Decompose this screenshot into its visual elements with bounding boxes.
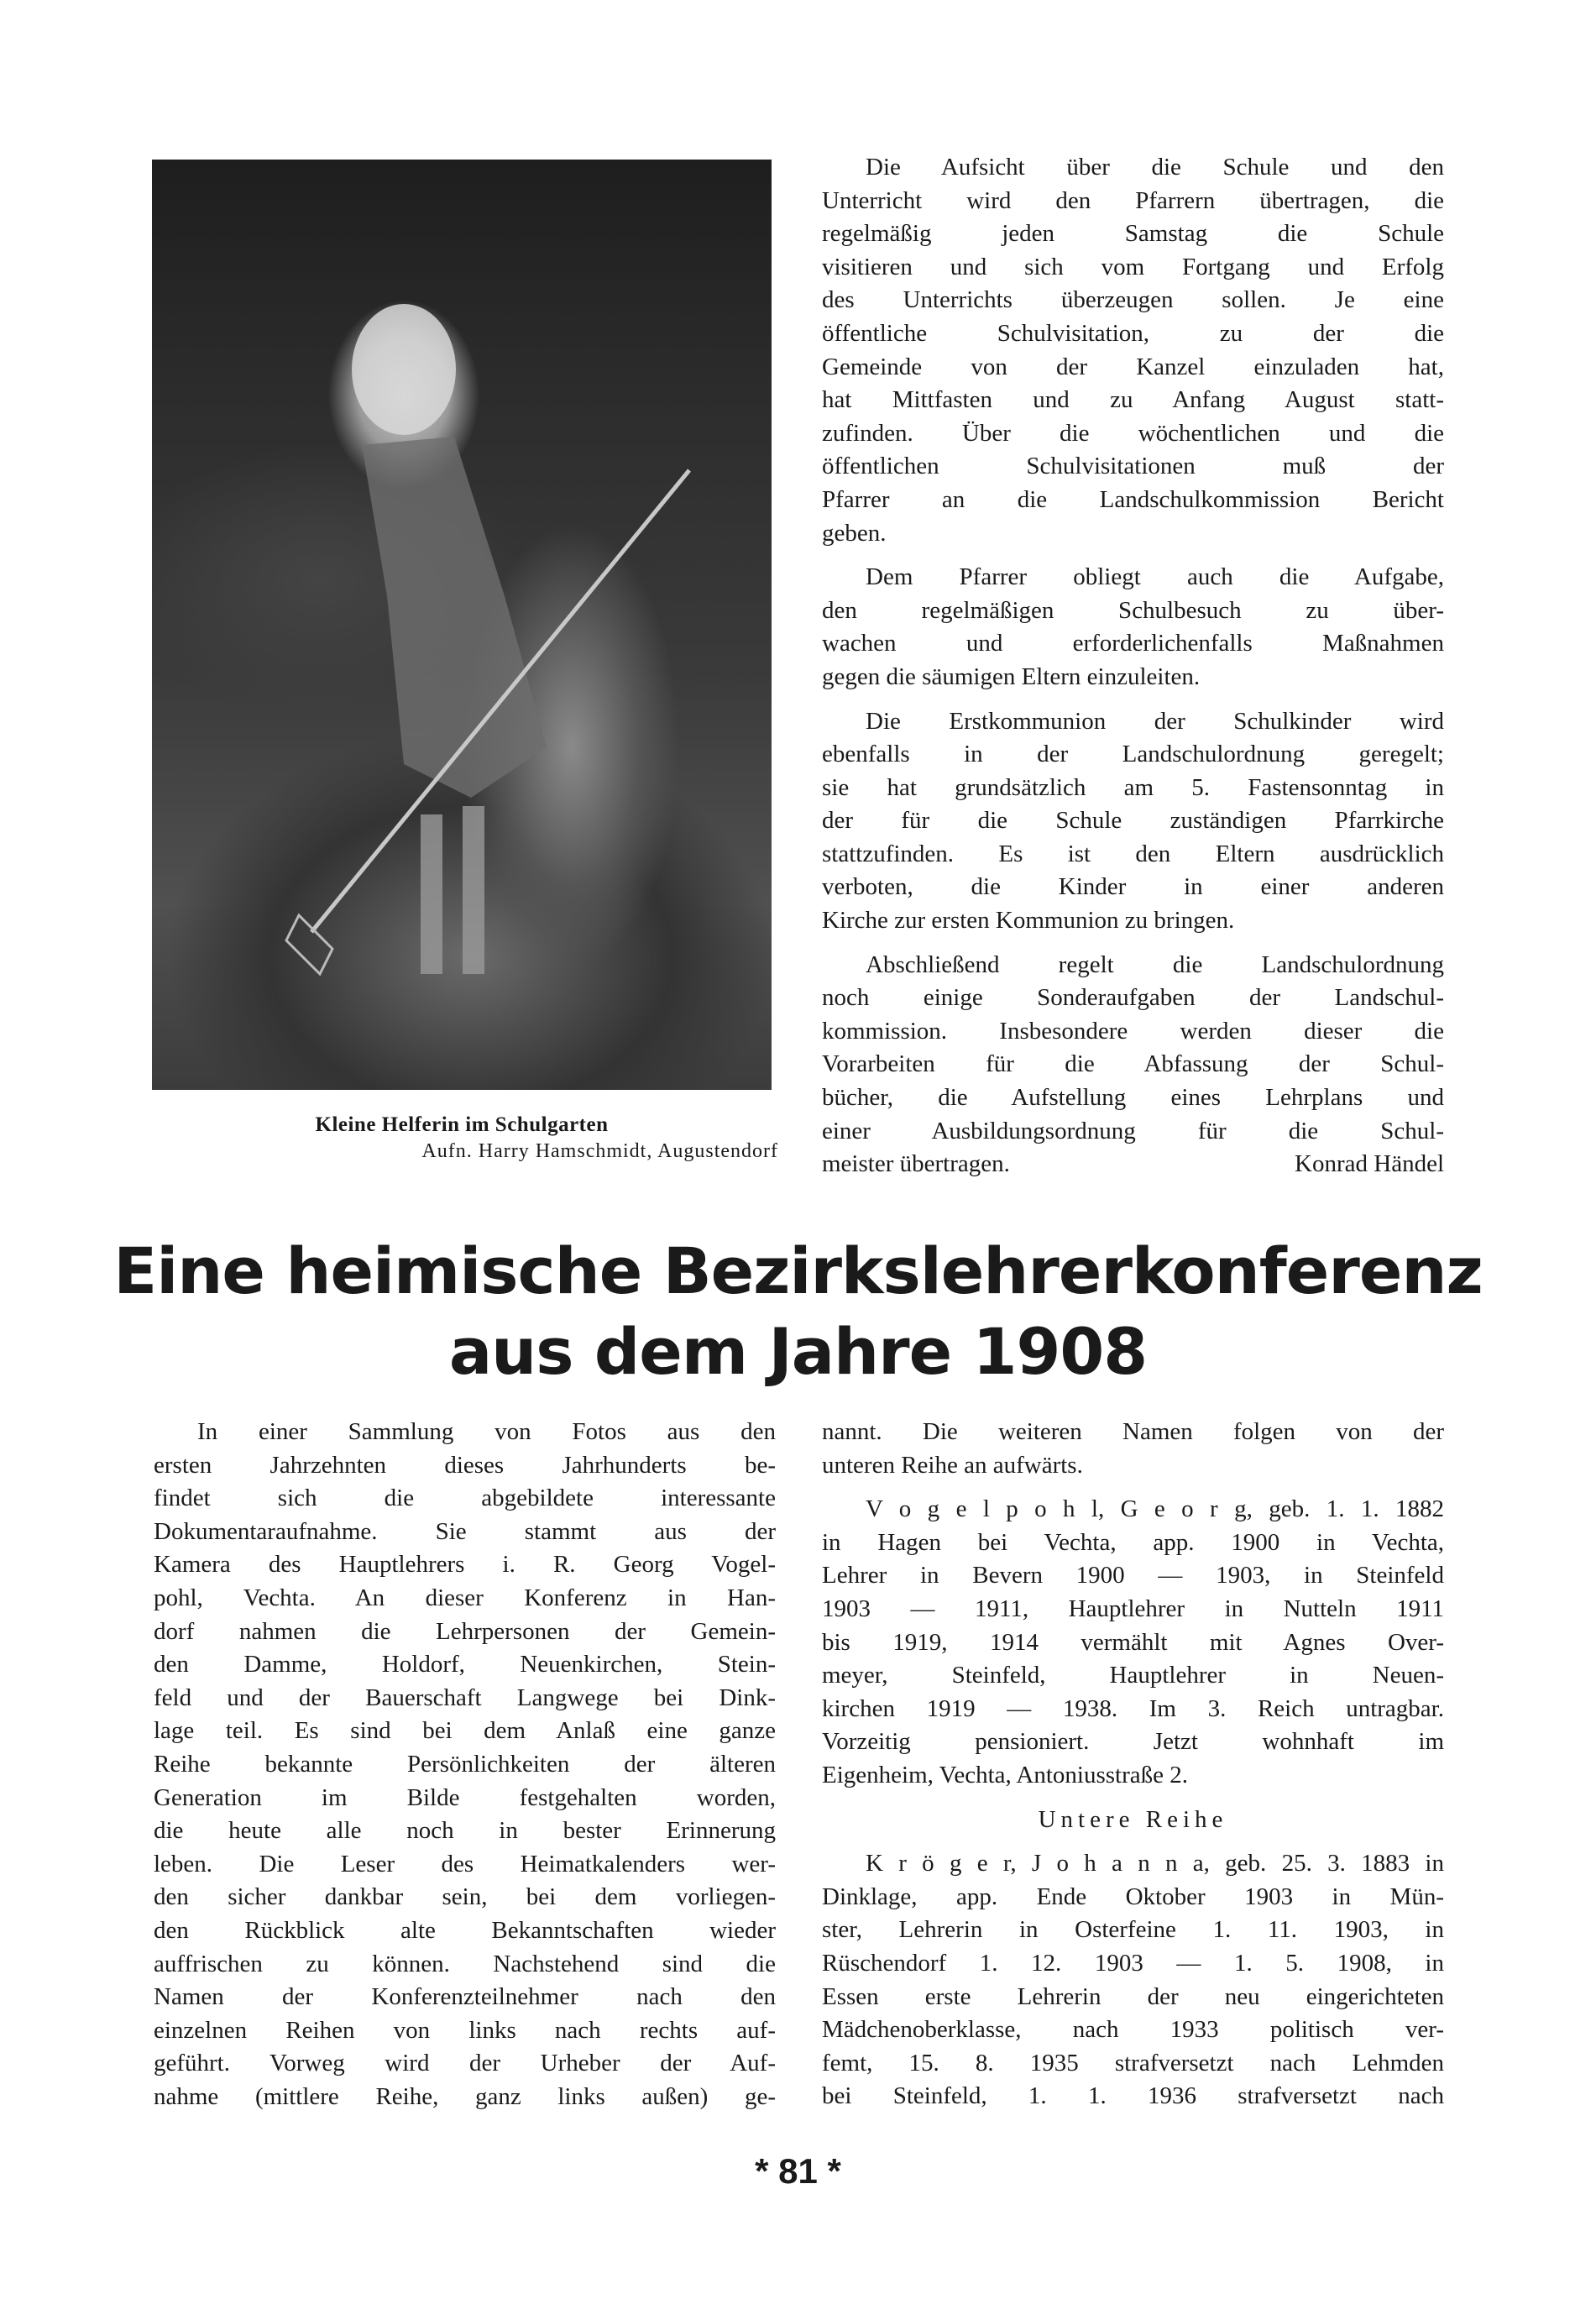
text-line: kirchen 1919 — 1938. Im 3. Reich untragbar. <box>822 1694 1444 1722</box>
paragraph-gap <box>822 694 1444 705</box>
text-line: ster, Lehrerin in Osterfeine 1. 11. 1903, in <box>822 1916 1444 1944</box>
text-line: einer Ausbildungsordnung für die Schul- <box>822 1117 1444 1144</box>
article-top-right-column <box>822 151 1444 1181</box>
text-line: lage teil. Es sind bei dem Anlaß eine ganze <box>154 1717 776 1745</box>
text-line: Generation im Bilde festgehalten worden, <box>154 1783 776 1811</box>
text-line: den regelmäßigen Schulbesuch zu über- <box>822 596 1444 624</box>
page-number: * 81 * <box>755 2151 841 2191</box>
text-line: nannt. Die weiteren Namen folgen von der <box>822 1418 1444 1445</box>
text-line: verboten, die Kinder in einer anderen <box>822 873 1444 901</box>
text-line: bei Steinfeld, 1. 1. 1936 strafversetzt nach <box>822 2082 1444 2110</box>
text-line: Vorzeitig pensioniert. Jetzt wohnhaft im <box>822 1728 1444 1756</box>
text-line: Dokumentaraufnahme. Sie stammt aus der <box>154 1517 776 1545</box>
text-line: Kamera des Hauptlehrers i. R. Georg Vogel- <box>154 1551 776 1579</box>
article-left-column <box>154 1416 776 2113</box>
section-heading: Untere Reihe <box>1038 1805 1228 1833</box>
text-line: die heute alle noch in bester Erinnerung <box>154 1817 776 1845</box>
text-line: visitieren und sich vom Fortgang und Erfolg <box>822 253 1444 280</box>
author-signature: Konrad Händel <box>1295 1150 1444 1178</box>
photo-caption-title: Kleine Helferin im Schulgarten <box>315 1113 609 1136</box>
text-line: feld und der Bauerschaft Langwege bei Dink- <box>154 1684 776 1711</box>
text-line: Namen der Konferenzteilnehmer nach den <box>154 1983 776 2011</box>
text-line: den sicher dankbar sein, bei dem vorliegen- <box>154 1883 776 1911</box>
text-line: pohl, Vechta. An dieser Konferenz in Han- <box>154 1584 776 1611</box>
text-line: 1903 — 1911, Hauptlehrer in Nutteln 1911 <box>822 1595 1444 1622</box>
text-line: wachen und erforderlichenfalls Maßnahmen <box>822 630 1444 657</box>
text-line: hat Mittfasten und zu Anfang August statt- <box>822 386 1444 414</box>
headline-line-2: aus dem Jahre 1908 <box>448 1314 1148 1389</box>
text-line: Die Erstkommunion der Schulkinder wird <box>866 707 1444 735</box>
text-line: bis 1919, 1914 vermählt mit Agnes Over- <box>822 1628 1444 1656</box>
text-line: kommission. Insbesondere werden dieser die <box>822 1017 1444 1045</box>
paragraph-gap <box>822 550 1444 561</box>
text-line: sie hat grundsätzlich am 5. Fastensonntag in <box>822 773 1444 801</box>
text-line <box>822 1148 1444 1181</box>
text-line: Dem Pfarrer obliegt auch die Aufgabe, <box>866 563 1444 591</box>
photo-caption-credit: Aufn. Harry Hamschmidt, Augustendorf <box>421 1140 778 1162</box>
text-line: zufinden. Über die wöchentlichen und die <box>822 419 1444 447</box>
text-line: auffrischen zu können. Nachstehend sind die <box>154 1950 776 1977</box>
text-line: Rüschendorf 1. 12. 1903 — 1. 5. 1908, in <box>822 1949 1444 1977</box>
text-line: Lehrer in Bevern 1900 — 1903, in Steinfeld <box>822 1562 1444 1589</box>
text-line: einzelnen Reihen von links nach rechts auf- <box>154 2016 776 2044</box>
text-line: Essen erste Lehrerin der neu eingerichteten <box>822 1982 1444 2010</box>
text-line: stattzufinden. Es ist den Eltern ausdrücklich <box>822 840 1444 867</box>
paragraph-gap <box>822 938 1444 949</box>
text-line: der für die Schule zuständigen Pfarrkirche <box>822 807 1444 835</box>
text-line: regelmäßig jeden Samstag die Schule <box>822 220 1444 248</box>
text-line: Unterricht wird den Pfarrern übertragen, die <box>822 186 1444 214</box>
text-line: Pfarrer an die Landschulkommission Bericht <box>822 485 1444 513</box>
text-line: des Unterrichts überzeugen sollen. Je eine <box>822 286 1444 314</box>
text-line: femt, 15. 8. 1935 strafversetzt nach Lehmden <box>822 2049 1444 2076</box>
text-line: geführt. Vorweg wird der Urheber der Auf- <box>154 2050 776 2077</box>
text-line: öffentlichen Schulvisitationen muß der <box>822 453 1444 480</box>
photo-illustration <box>152 160 772 1090</box>
text-line: öffentliche Schulvisitation, zu der die <box>822 319 1444 347</box>
text-line: Kirche zur ersten Kommunion zu bringen. <box>822 907 1235 935</box>
text-line: geben. <box>822 519 887 547</box>
text-line: in Hagen bei Vechta, app. 1900 in Vechta, <box>822 1528 1444 1556</box>
text-line: Eigenheim, Vechta, Antoniusstraße 2. <box>822 1761 1188 1788</box>
text-line: Reihe bekannte Persönlichkeiten der älteren <box>154 1750 776 1778</box>
text-line: ersten Jahrzehnten dieses Jahrhunderts be- <box>154 1451 776 1479</box>
text-line: Dinklage, app. Ende Oktober 1903 in Mün- <box>822 1883 1444 1910</box>
text-line: Vorarbeiten für die Abfassung der Schul- <box>822 1050 1444 1078</box>
photo-girl-in-school-garden <box>152 160 772 1090</box>
text-line: Gemeinde von der Kanzel einzuladen hat, <box>822 353 1444 380</box>
text-line: noch einige Sonderaufgaben der Landschul- <box>822 984 1444 1012</box>
text-line-end: meister übertragen. <box>822 1150 1010 1178</box>
text-line: K r ö g e r, J o h a n n a, geb. 25. 3. 1883 in <box>866 1850 1444 1877</box>
text-line: bücher, die Aufstellung eines Lehrplans und <box>822 1084 1444 1112</box>
text-line: unteren Reihe an aufwärts. <box>822 1451 1083 1479</box>
text-line: Abschließend regelt die Landschulordnung <box>866 951 1444 978</box>
paragraph-gap <box>822 1836 1444 1847</box>
text-line: V o g e l p o h l, G e o r g, geb. 1. 1. 1882 <box>866 1495 1444 1523</box>
text-line: ebenfalls in der Landschulordnung geregelt; <box>822 741 1444 768</box>
paragraph-gap <box>822 1793 1444 1804</box>
headline-line-1: Eine heimische Bezirkslehrerkonferenz <box>113 1233 1483 1308</box>
text-line: Mädchenoberklasse, nach 1933 politisch ver- <box>822 2016 1444 2044</box>
text-line: den Rückblick alte Bekanntschaften wieder <box>154 1916 776 1944</box>
text-line: dorf nahmen die Lehrpersonen der Gemein- <box>154 1617 776 1645</box>
text-line: leben. Die Leser des Heimatkalenders wer- <box>154 1850 776 1877</box>
text-line: den Damme, Holdorf, Neuenkirchen, Stein- <box>154 1651 776 1678</box>
text-line: findet sich die abgebildete interessante <box>154 1485 776 1512</box>
text-line: meyer, Steinfeld, Hauptlehrer in Neuen- <box>822 1662 1444 1689</box>
text-line: Die Aufsicht über die Schule und den <box>866 154 1444 181</box>
text-line: gegen die säumigen Eltern einzuleiten. <box>822 662 1201 690</box>
article-right-column <box>822 1416 1444 2113</box>
text-line: nahme (mittlere Reihe, ganz links außen) ge- <box>154 2082 776 2110</box>
text-line: In einer Sammlung von Fotos aus den <box>197 1418 776 1445</box>
paragraph-gap <box>822 1482 1444 1493</box>
